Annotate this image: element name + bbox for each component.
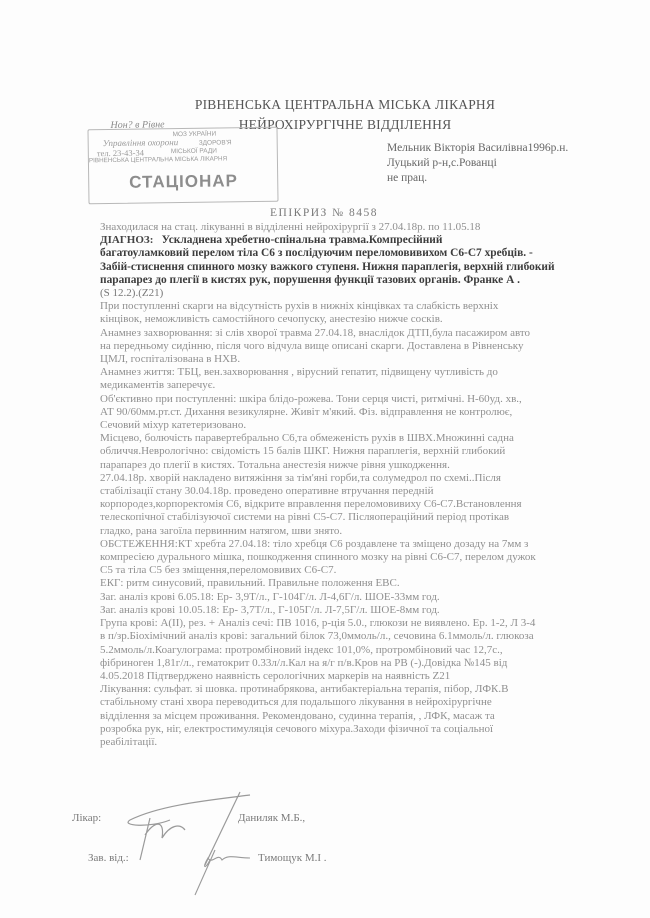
stamp-stationary: СТАЦІОНАР xyxy=(129,171,239,192)
body-line: розробка рук, ніг, електростимуляція сечового міхура.Заходи фізичної та соціальної xyxy=(100,722,494,735)
head-name: Тимощук М.І . xyxy=(258,852,327,864)
diagnosis-line xyxy=(100,234,640,247)
body-line: стабільному стані хвора переводиться для подальшого лікування в нейрохірургічне xyxy=(100,696,492,709)
body-line: корпородез,корпоректомія С6, відкрите вправлення переломовивиху С6-С7.Встановлення xyxy=(100,498,522,511)
body-line: Заг. аналіз крові 6.05.18: Ер- 3,9Т/л., Г-104Г/л. Л-4,6Г/л. ШОЕ-33мм год. xyxy=(100,590,440,603)
body-line: Сечовий міхур катетеризовано. xyxy=(100,419,247,432)
stamp-handwritten-note: Нон? в Рівне xyxy=(110,119,165,132)
body-line: відділення за місцем проживання. Рекомендовано, судинна терапія, , ЛФК, масаж та xyxy=(100,709,495,722)
head-label: Зав. від.: xyxy=(88,852,129,864)
body-line: Об'єктивно при поступленні: шкіра блідо-рожева. Тони серця чисті, ритмічні. Н-60уд. хв., xyxy=(100,392,522,405)
doctor-label: Лікар: xyxy=(72,812,102,824)
stamp-line-1: МОЗ УКРАЇНИ xyxy=(172,130,217,139)
stamp-line-2: Управління охорони xyxy=(102,137,179,149)
document-title: ЕПІКРИЗ № 8458 xyxy=(270,207,379,219)
body-line: АТ 90/60мм.рт.ст. Дихання везикулярне. Живіт м'який. Фіз. відправлення не контролює, xyxy=(100,405,513,418)
body-line: гладко, рана загоїла первинним натягом, шви знято. xyxy=(100,524,343,537)
body-line: стабілізації стану 30.04.18р. проведено оперативне втручання передній xyxy=(100,485,434,498)
body-line: При поступленні скарги на відсутність рухів в нижніх кінцівках та слабкість верхніх xyxy=(100,300,499,313)
body-line: кінцівок, неможливість самостійного сечопуску, анестезію нижче сосків. xyxy=(100,313,443,326)
body-line: Анамнез життя: ТБЦ, вен.захворювання , вірусний гепатит, підвищену чутливість до xyxy=(100,366,498,379)
body-line: фібриноген 1,81г/л., гематокрит 0.33л/л.Кал на я/г п/в.Кров на РВ (-).Довідка №145 від xyxy=(100,656,508,669)
body-line: Лікування: сульфат. зі шовка. протинабрякова, антибактеріальна терапія, пібор, ЛФК.В xyxy=(100,683,509,696)
stay-period: Знаходилася на стац. лікуванні в відділенні нейрохірургії з 27.04.18р. по 11.05.18 xyxy=(100,221,481,233)
body-line: 4.05.2018 Підтверджено наявність серологічних маркерів на наявність Z21 xyxy=(100,669,451,682)
body-line: парапарез до плегії в кистях. Тотальна анестезія нижче рівня ушкодження. xyxy=(100,458,450,471)
body-line: на передньому сидінню, після чого відчула вище описані скарги. Доставлена в Рівненську xyxy=(100,339,524,352)
body-line: медикаментів заперечує. xyxy=(100,379,216,392)
stamp-line-4: РІВНЕНСЬКА ЦЕНТРАЛЬНА МІСЬКА ЛІКАРНЯ xyxy=(88,155,228,165)
hospital-stamp xyxy=(87,119,278,205)
department-name: НЕЙРОХІРУРГІЧНЕ ВІДДІЛЕННЯ xyxy=(238,117,452,132)
body-line: 5.2ммоль/л.Коагулограма: протромбіновий індекс 101,0%, протромбіновий час 12,7с., xyxy=(100,643,503,656)
body-line: компресією дурального мішка, пошкодження спинного мозку на рівні С6-С7, перелом дужок xyxy=(100,551,536,564)
patient-info xyxy=(387,141,568,186)
body-line: ЦМЛ, госпіталізована в НХВ. xyxy=(100,353,241,366)
body-line: Заг. аналіз крові 10.05.18: Ер- 3,7Т/л., Г-105Г/л. Л-7,5Г/л. ШОЕ-8мм год. xyxy=(100,603,440,616)
diagnosis-text: Забій-стиснення спинного мозку важкого ступеня. Нижня параплегія, верхній глибокий xyxy=(100,260,555,273)
body-line: 27.04.18р. хворій накладено витяжіння за тім'яні горби,та солумедрол по схемі..Після xyxy=(100,471,501,484)
stamp-line-3b: МІСЬКОЇ РАДИ xyxy=(170,147,217,156)
stamp-line-2b: ЗДОРОВ'Я xyxy=(198,139,232,147)
patient-address: Луцький р-н,с.Рованці xyxy=(387,157,497,169)
doctor-name: Даниляк М.Б., xyxy=(238,812,306,824)
body-line: Місцево, болючість паравертебрально С6,та обмеженість рухів в ШВХ.Множинні садна xyxy=(100,432,514,445)
patient-name: Мельник Вікторія Василівна1996р.н. xyxy=(387,142,569,154)
patient-occupation: не прац. xyxy=(387,172,428,184)
diagnosis-text: парапарез до плегії в кистях рук, порушення функції тазових органів. Франке А . xyxy=(100,273,521,286)
body-line: реабілітації. xyxy=(100,735,158,748)
diagnosis-text: багатоуламковий перелом тіла С6 з послідуючим переломовивихом С6-С7 хребців. - xyxy=(100,247,533,260)
diagnosis-codes: (S 12.2).(Z21) xyxy=(100,287,164,300)
body-line: ЕКГ: ритм синусовий, правильний. Правильне положення ЕВС. xyxy=(100,577,400,590)
stamp-line-3: тел. 23-43-34 xyxy=(96,147,145,159)
body-lines xyxy=(100,300,640,749)
body-line: С5 та тіла С5 без зміщення,переломовивих С6-С7. xyxy=(100,564,337,577)
hospital-name: РІВНЕНСЬКА ЦЕНТРАЛЬНА МІСЬКА ЛІКАРНЯ xyxy=(194,97,496,112)
body-line: Група крові: А(ІІ), рез. + Аналіз сечі: ПВ 1016, р-ція 5.0., глюкози не виявлено. Ер. 1-2, Л 3-4 xyxy=(100,617,536,630)
body-line: ОБСТЕЖЕННЯ:КТ хребта 27.04.18: тіло хребця С6 роздавлене та зміщено дозаду на 7мм з xyxy=(100,537,529,550)
body-line: обличчя.Неврологічно: свідомість 15 балів ШКГ. Нижня параплегія, верхній глибокий xyxy=(100,445,506,458)
diagnosis-label: ДІАГНОЗ: xyxy=(100,234,154,247)
body-line: Анамнез захворювання: зі слів хворої травма 27.04.18, внаслідок ДТП,була пасажиром авто xyxy=(100,326,531,339)
diagnosis-text: Ускладнена хребетно-спінальна травма.Компресійний xyxy=(161,234,443,247)
body-line: телескопічної стабілізуючої системи на рівні С5-С7. Післяопераційний період протікав xyxy=(100,511,510,524)
epicrisis-body xyxy=(100,221,640,749)
body-line: в п/зр.Біохімічний аналіз крові: загальний білок 73,0ммоль/л., сечовина 6.1ммоль/л. глюкоза xyxy=(100,630,534,643)
